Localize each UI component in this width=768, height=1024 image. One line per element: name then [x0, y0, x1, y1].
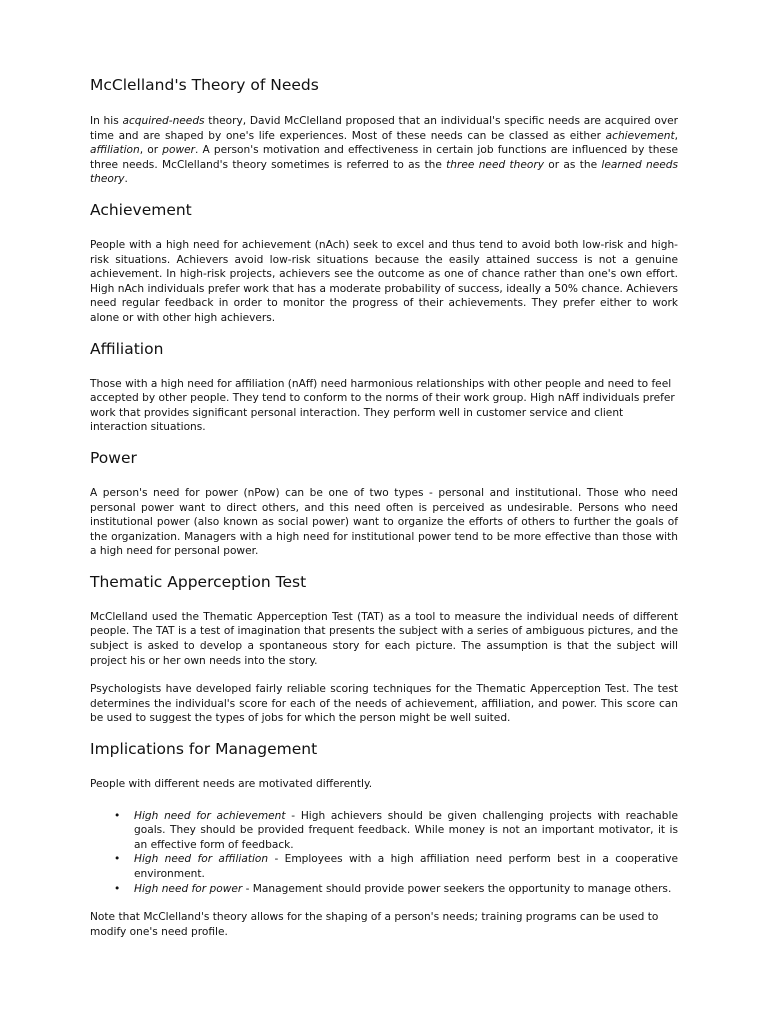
intro-emphasis: learned needs theory: [90, 158, 678, 186]
section-heading-power: Power: [90, 448, 137, 467]
section-heading-affiliation: Affiliation: [90, 339, 164, 358]
management-intro: People with different needs are motivated differently.: [90, 778, 373, 791]
intro-emphasis: achievement: [605, 129, 675, 142]
list-item-text: - Employees with a high affiliation need perform best in a cooperative environment.: [134, 853, 678, 880]
tat-paragraph-1: McClelland used the Thematic Apperception Test (TAT) as a tool to measure the individual needs of different people. The TAT is a test of imagination that presents the subject with a series of ambiguous pictures, and the subject is asked to develop a spontaneous story for each picture. The assumption is that the subject will project his or her own needs into the story.: [90, 610, 678, 667]
bullet-icon: •: [114, 882, 121, 895]
achievement-paragraph: People with a high need for achievement (nAch) seek to excel and thus tend to avoid both low-risk and high-risk situations. Achievers avoid low-risk situations because the easily attained success is not a genuine achievement. In high-risk projects, achievers see the outcome as one of chance rather than one's own effort. High nAch individuals prefer work that has a moderate probability of success, ideally a 50% chance. Achievers need regular feedback in order to monitor the progress of their achievements. They prefer either to work alone or with other high achievers.: [90, 238, 678, 324]
intro-emphasis: power: [162, 144, 196, 157]
intro-text: ,: [674, 129, 678, 142]
management-list: [90, 809, 678, 897]
power-paragraph: A person's need for power (nPow) can be one of two types - personal and institutional. Those who need personal power want to direct others, and this need often is perceived as undesirable. Persons who need institutional power (also known as social power) want to organize the efforts of others to further the goals of the organization. Managers with a high need for institutional power tend to be more effective than those with a high need for personal power.: [90, 486, 678, 558]
list-item-label: High need for affiliation: [134, 853, 269, 866]
list-item-text: - Management should provide power seekers the opportunity to manage others.: [242, 882, 672, 895]
section-heading-tat: Thematic Apperception Test: [90, 572, 307, 591]
intro-text: , or: [139, 144, 163, 157]
list-item-text: - High achievers should be given challenging projects with reachable goals. They should be provided frequent feedback. While money is not an important motivator, it is an effective form of feedback.: [134, 809, 678, 851]
intro-emphasis: three need theory: [446, 158, 544, 171]
affiliation-paragraph: Those with a high need for affiliation (nAff) need harmonious relationships with other people and need to feel accepted by other people. They tend to conform to the norms of their work group. High nAff individuals prefer work that provides significant personal interaction. They perform well in customer service and client interaction situations.: [90, 377, 675, 434]
intro-paragraph: [90, 114, 678, 187]
bullet-icon: •: [114, 853, 121, 866]
section-heading-achievement: Achievement: [90, 200, 192, 219]
list-item: [114, 809, 678, 853]
tat-paragraph-2: Psychologists have developed fairly reliable scoring techniques for the Thematic Apperception Test. The test determines the individual's score for each of the needs of achievement, affiliation, and power. This score can be used to suggest the types of jobs for which the person might be well suited.: [90, 683, 678, 725]
list-item-label: High need for achievement: [134, 809, 286, 822]
page-title: McClelland's Theory of Needs: [90, 76, 319, 94]
intro-emphasis: affiliation: [90, 144, 140, 157]
intro-text: theory, David McClelland proposed that an individual's specific needs are acquired over time and are shaped by one's life experiences. Most of these needs can be classed as either: [90, 115, 678, 142]
list-item-label: High need for power: [134, 882, 243, 895]
section-heading-management: Implications for Management: [90, 740, 318, 759]
list-item: [114, 852, 678, 881]
closing-note: Note that McClelland's theory allows for the shaping of a person's needs; training programs can be used to modify one's need profile.: [90, 911, 659, 938]
list-item: [114, 882, 678, 897]
intro-text: In his: [90, 115, 123, 127]
intro-text: or as the: [543, 158, 602, 171]
intro-text: .: [124, 173, 128, 186]
bullet-icon: •: [114, 809, 121, 822]
intro-text: . A person's motivation and effectiveness in certain job functions are influenced by these three needs. McClelland's theory sometimes is referred to as the: [90, 144, 678, 171]
intro-emphasis: acquired-needs: [122, 115, 205, 127]
